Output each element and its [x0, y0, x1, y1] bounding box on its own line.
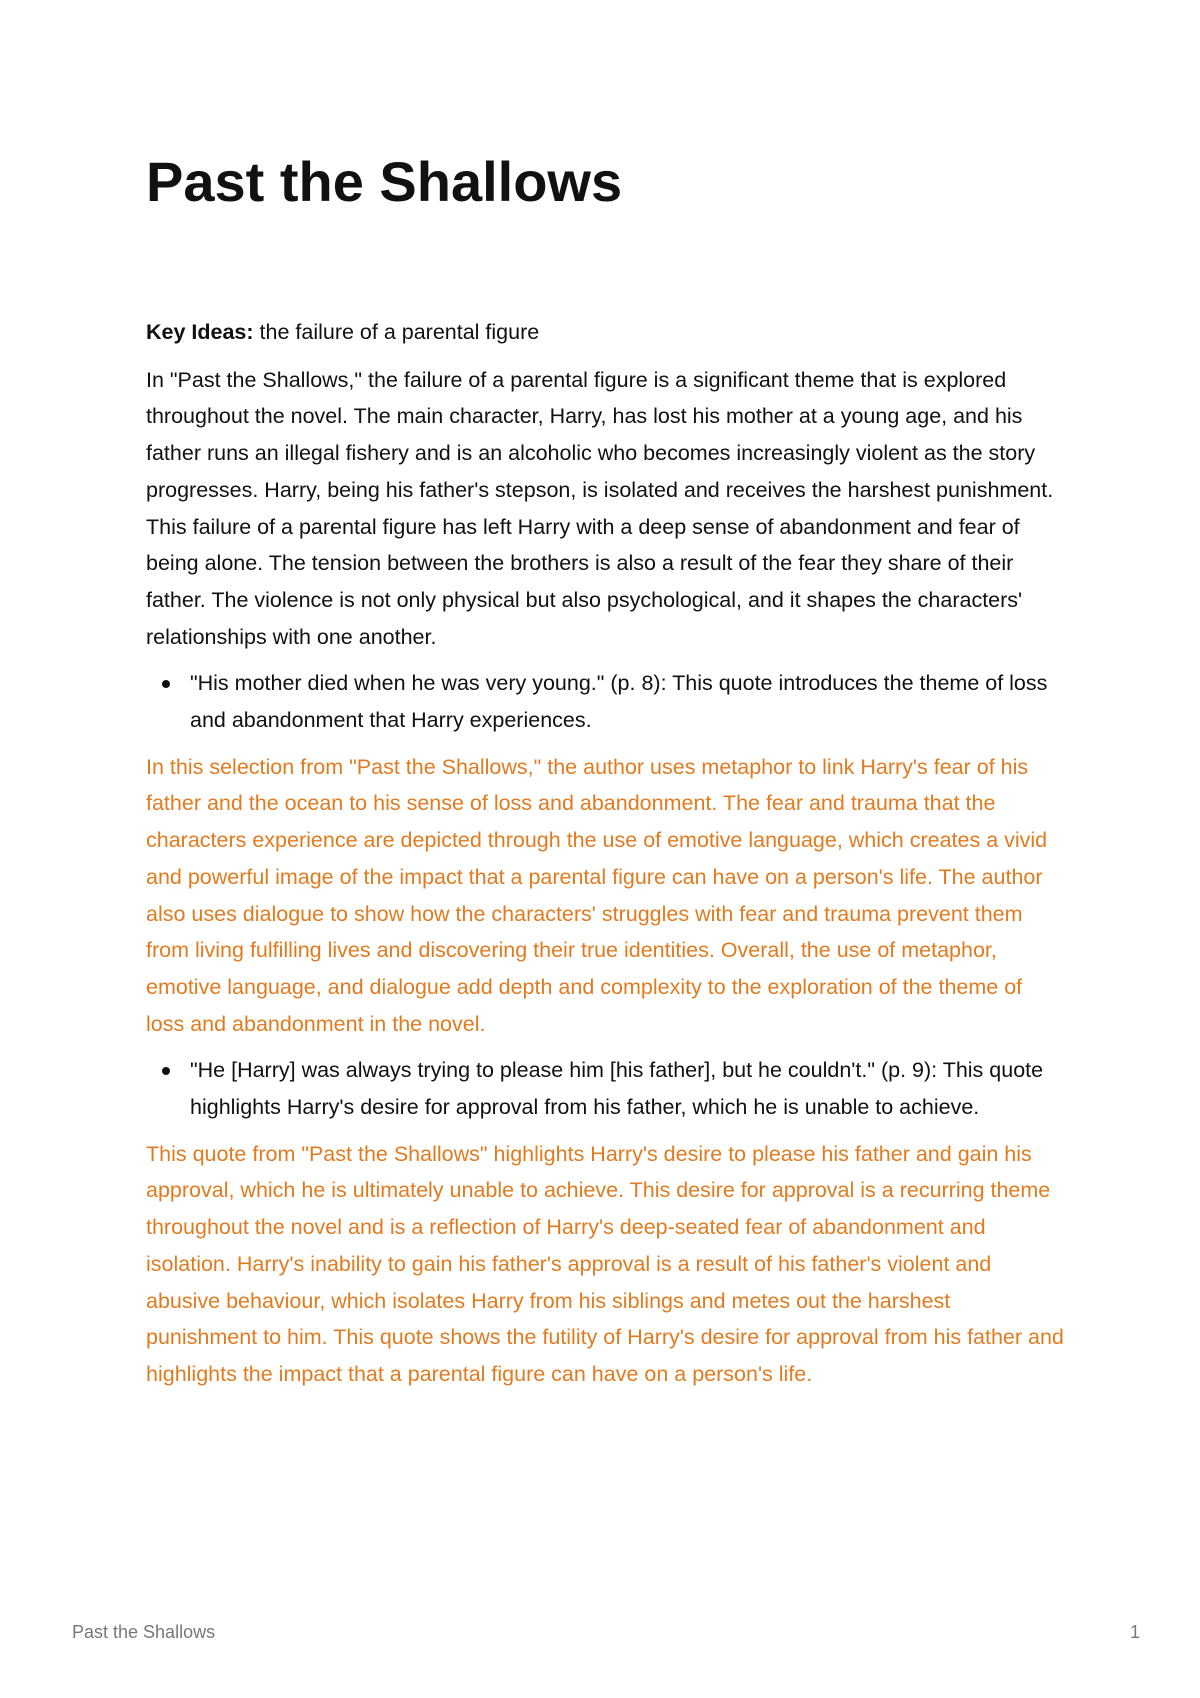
quote-list-1: [146, 665, 1066, 738]
page-number: 1: [1129, 1622, 1140, 1642]
bullet-icon: [162, 680, 170, 688]
page-footer: [72, 1622, 1140, 1652]
intro-paragraph: In "Past the Shallows," the failure of a parental figure is a significant theme that is explored throughout the novel. The main character, Harry, has lost his mother at a young age, and his father runs an illegal fishery and is an alcoholic who becomes increasingly violent as the story progresses. Harry, being his father's stepson, is isolated and receives the harshest punishment. This failure of a parental figure has left Harry with a deep sense of abandonment and fear of being alone. The tension between the brothers is also a result of the fear they share of their father. The violence is not only physical but also psychological, and it shapes the characters' relationships with one another.: [146, 367, 1054, 649]
quote-item-2: [190, 1052, 1066, 1125]
commentary-paragraph-1: In this selection from "Past the Shallows," the author uses metaphor to link Harry's fear of his father and the ocean to his sense of loss and abandonment. The fear and trauma that the characters experience are depicted through the use of emotive language, which creates a vivid and powerful image of the impact that a parental figure can have on a person's life. The author also uses dialogue to show how the characters' struggles with fear and trauma prevent them from living fulfilling lives and discovering their true identities. Overall, the use of metaphor, emotive language, and dialogue add depth and complexity to the exploration of the theme of loss and abandonment in the novel.: [146, 754, 1048, 1036]
footer-title: Past the Shallows: [72, 1622, 216, 1642]
bullet-icon: [162, 1067, 170, 1075]
key-ideas-text: the failure of a parental figure: [253, 320, 540, 344]
document-body: [146, 314, 1066, 1403]
quote-text-2: "He [Harry] was always trying to please him [his father], but he couldn't." (p. 9): This quote highlights Harry's desire for approval from his father, which he is unable to achieve.: [190, 1058, 1044, 1120]
quote-text-1: "His mother died when he was very young." (p. 8): This quote introduces the theme of loss and abandonment that Harry experiences.: [190, 671, 1048, 733]
quote-item-1: [190, 665, 1066, 738]
key-ideas-label: Key Ideas:: [146, 320, 254, 344]
document-title: Past the Shallows: [146, 150, 623, 213]
key-ideas-line: [146, 314, 1066, 351]
commentary-paragraph-2: This quote from "Past the Shallows" highlights Harry's desire to please his father and gain his approval, which he is ultimately unable to achieve. This desire for approval is a recurring theme throughout the novel and is a reflection of Harry's deep-seated fear of abandonment and isolation. Harry's inability to gain his father's approval is a result of his father's violent and abusive behaviour, which isolates Harry from his siblings and metes out the harshest punishment to him. This quote shows the futility of Harry's desire for approval from his father and highlights the impact that a parental figure can have on a person's life.: [146, 1141, 1064, 1386]
quote-list-2: [146, 1052, 1066, 1125]
